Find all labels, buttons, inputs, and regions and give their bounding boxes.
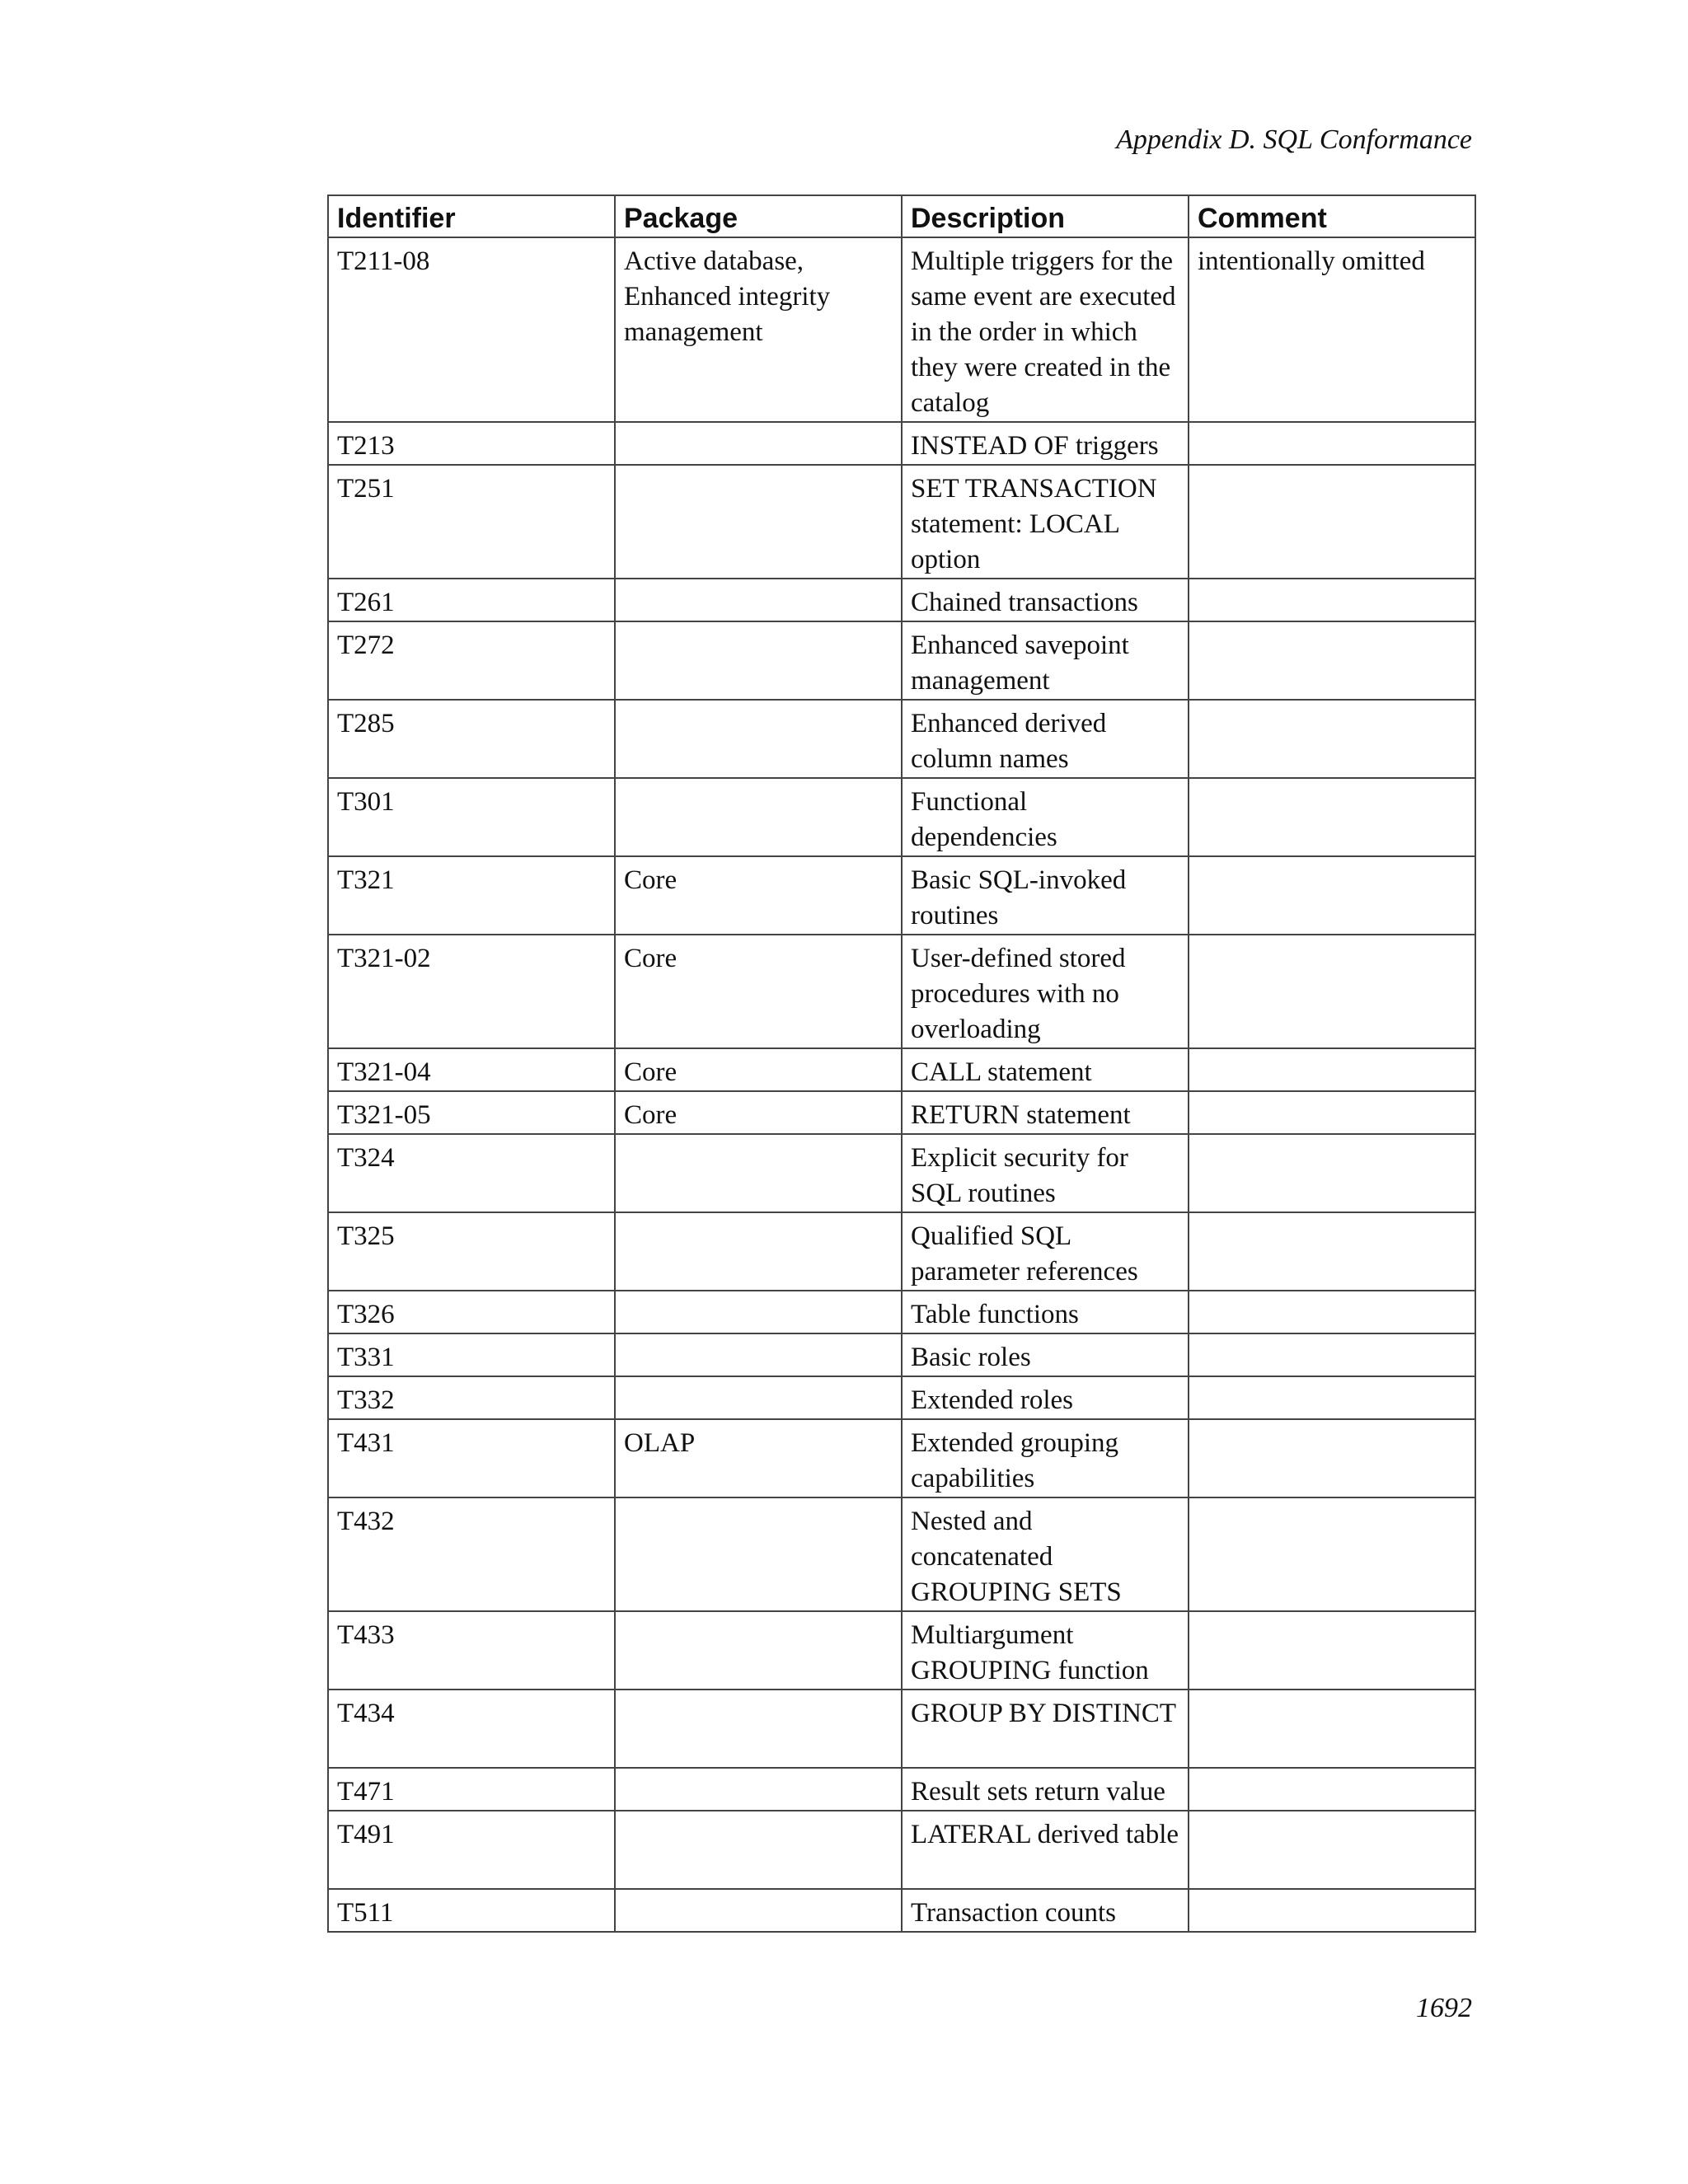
comment-cell: [1189, 935, 1475, 1048]
package-cell: Core: [615, 1091, 902, 1134]
comment-cell: [1189, 621, 1475, 700]
table-row: [328, 1333, 1475, 1376]
comment-cell: [1189, 422, 1475, 465]
package-cell: [615, 1376, 902, 1419]
package-cell: [615, 1768, 902, 1811]
description-cell: Enhanced savepoint management: [902, 621, 1189, 700]
identifier-cell: T321: [328, 856, 615, 935]
comment-cell: intentionally omitted: [1189, 237, 1475, 422]
description-cell: Basic SQL-invoked routines: [902, 856, 1189, 935]
package-cell: OLAP: [615, 1419, 902, 1497]
identifier-cell: T301: [328, 778, 615, 856]
table-row: [328, 1811, 1475, 1889]
description-cell: Nested and concatenated GROUPING SETS: [902, 1497, 1189, 1611]
comment-cell: [1189, 1048, 1475, 1091]
table-row: [328, 1091, 1475, 1134]
comment-cell: [1189, 1212, 1475, 1291]
description-cell: RETURN statement: [902, 1091, 1189, 1134]
table-row: [328, 1889, 1475, 1932]
conformance-table: [327, 194, 1476, 1933]
comment-cell: [1189, 1376, 1475, 1419]
description-cell: Extended grouping capabilities: [902, 1419, 1189, 1497]
identifier-cell: T431: [328, 1419, 615, 1497]
description-cell: CALL statement: [902, 1048, 1189, 1091]
identifier-cell: T434: [328, 1690, 615, 1768]
description-cell: Enhanced derived column names: [902, 700, 1189, 778]
identifier-cell: T213: [328, 422, 615, 465]
table-row: [328, 1376, 1475, 1419]
package-cell: [615, 422, 902, 465]
identifier-cell: T331: [328, 1333, 615, 1376]
description-cell: Result sets return value: [902, 1768, 1189, 1811]
package-cell: [615, 1690, 902, 1768]
comment-cell: [1189, 1419, 1475, 1497]
identifier-cell: T251: [328, 465, 615, 579]
comment-cell: [1189, 778, 1475, 856]
table-row: [328, 1497, 1475, 1611]
table-row: [328, 422, 1475, 465]
description-cell: Extended roles: [902, 1376, 1189, 1419]
description-cell: GROUP BY DISTINCT: [902, 1690, 1189, 1768]
package-cell: [615, 700, 902, 778]
identifier-cell: T511: [328, 1889, 615, 1932]
page-number: 1692: [1416, 1993, 1472, 2023]
table-row: [328, 237, 1475, 422]
package-cell: Active database, Enhanced integrity management: [615, 237, 902, 422]
identifier-cell: T325: [328, 1212, 615, 1291]
table-row: [328, 1768, 1475, 1811]
identifier-cell: T491: [328, 1811, 615, 1889]
package-cell: [615, 465, 902, 579]
comment-cell: [1189, 1291, 1475, 1333]
description-cell: User-defined stored procedures with no overloading: [902, 935, 1189, 1048]
description-cell: Qualified SQL parameter references: [902, 1212, 1189, 1291]
description-cell: Transaction counts: [902, 1889, 1189, 1932]
identifier-cell: T432: [328, 1497, 615, 1611]
description-cell: LATERAL derived table: [902, 1811, 1189, 1889]
identifier-cell: T285: [328, 700, 615, 778]
package-cell: [615, 1333, 902, 1376]
package-cell: [615, 621, 902, 700]
identifier-cell: T324: [328, 1134, 615, 1212]
comment-cell: [1189, 465, 1475, 579]
package-cell: [615, 1497, 902, 1611]
identifier-cell: T471: [328, 1768, 615, 1811]
comment-cell: [1189, 1091, 1475, 1134]
table-row: [328, 1291, 1475, 1333]
column-header-package: Package: [615, 195, 902, 237]
package-cell: [615, 1291, 902, 1333]
table-row: [328, 1611, 1475, 1690]
comment-cell: [1189, 1889, 1475, 1932]
table-row: [328, 1419, 1475, 1497]
running-header: Appendix D. SQL Conformance: [1116, 124, 1472, 155]
description-cell: SET TRANSACTION statement: LOCAL option: [902, 465, 1189, 579]
identifier-cell: T261: [328, 579, 615, 621]
table-row: [328, 579, 1475, 621]
description-cell: Chained transactions: [902, 579, 1189, 621]
description-cell: Multiargument GROUPING function: [902, 1611, 1189, 1690]
package-cell: [615, 1134, 902, 1212]
identifier-cell: T321-02: [328, 935, 615, 1048]
identifier-cell: T272: [328, 621, 615, 700]
comment-cell: [1189, 579, 1475, 621]
package-cell: [615, 1811, 902, 1889]
package-cell: [615, 778, 902, 856]
table-row: [328, 700, 1475, 778]
identifier-cell: T326: [328, 1291, 615, 1333]
comment-cell: [1189, 1333, 1475, 1376]
column-header-description: Description: [902, 195, 1189, 237]
table-row: [328, 1212, 1475, 1291]
package-cell: [615, 1611, 902, 1690]
identifier-cell: T332: [328, 1376, 615, 1419]
table-row: [328, 935, 1475, 1048]
comment-cell: [1189, 856, 1475, 935]
description-cell: Multiple triggers for the same event are executed in the order in which they were created in the catalog: [902, 237, 1189, 422]
description-cell: Functional dependencies: [902, 778, 1189, 856]
table-row: [328, 1134, 1475, 1212]
table-row: [328, 621, 1475, 700]
package-cell: Core: [615, 935, 902, 1048]
column-header-identifier: Identifier: [328, 195, 615, 237]
table-row: [328, 1690, 1475, 1768]
table-header-row: [328, 195, 1475, 237]
description-cell: Basic roles: [902, 1333, 1189, 1376]
identifier-cell: T321-04: [328, 1048, 615, 1091]
table-row: [328, 1048, 1475, 1091]
identifier-cell: T211-08: [328, 237, 615, 422]
table-row: [328, 778, 1475, 856]
comment-cell: [1189, 1811, 1475, 1889]
comment-cell: [1189, 1690, 1475, 1768]
package-cell: Core: [615, 1048, 902, 1091]
package-cell: Core: [615, 856, 902, 935]
comment-cell: [1189, 1497, 1475, 1611]
comment-cell: [1189, 700, 1475, 778]
comment-cell: [1189, 1611, 1475, 1690]
identifier-cell: T321-05: [328, 1091, 615, 1134]
package-cell: [615, 579, 902, 621]
column-header-comment: Comment: [1189, 195, 1475, 237]
table-row: [328, 856, 1475, 935]
comment-cell: [1189, 1768, 1475, 1811]
description-cell: Table functions: [902, 1291, 1189, 1333]
comment-cell: [1189, 1134, 1475, 1212]
package-cell: [615, 1212, 902, 1291]
description-cell: Explicit security for SQL routines: [902, 1134, 1189, 1212]
description-cell: INSTEAD OF triggers: [902, 422, 1189, 465]
identifier-cell: T433: [328, 1611, 615, 1690]
package-cell: [615, 1889, 902, 1932]
table-row: [328, 465, 1475, 579]
